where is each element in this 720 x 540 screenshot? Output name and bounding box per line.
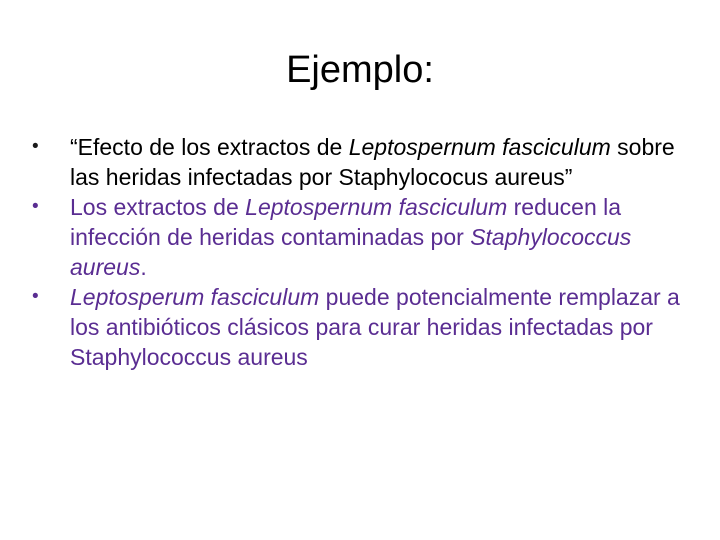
bullet-1-text-b: sobre las heridas infectadas por Staphylococus aureus” xyxy=(70,134,675,190)
bullet-item-2 xyxy=(30,192,700,282)
bullet-2-species: Leptospernum fasciculum xyxy=(245,194,508,220)
bullet-2-text-c: . xyxy=(140,254,147,280)
bullet-item-3 xyxy=(30,282,700,372)
bullet-3-text-a: puede potencialmente remplazar a los antibióticos clásicos para curar heridas infectadas por Staphylococcus aureus xyxy=(70,284,680,370)
bullet-3-species: Leptosperum fasciculum xyxy=(70,284,320,310)
bullet-item-1 xyxy=(30,132,700,192)
bullet-2-text-b: reducen la infección de heridas contaminadas por xyxy=(70,194,622,250)
bullet-dot-icon: • xyxy=(32,196,39,217)
bullet-1-species: Leptospernum fasciculum xyxy=(348,134,611,160)
bullet-list xyxy=(30,132,700,372)
bullet-dot-icon: • xyxy=(32,286,39,307)
bullet-1-text-a: “Efecto de los extractos de xyxy=(70,134,349,160)
slide-title: Ejemplo: xyxy=(286,49,434,91)
bullet-2-text-a: Los extractos de xyxy=(70,194,246,220)
bullet-dot-icon: • xyxy=(32,136,39,157)
bullet-2-bacteria: Staphylococcus aureus xyxy=(70,224,632,280)
